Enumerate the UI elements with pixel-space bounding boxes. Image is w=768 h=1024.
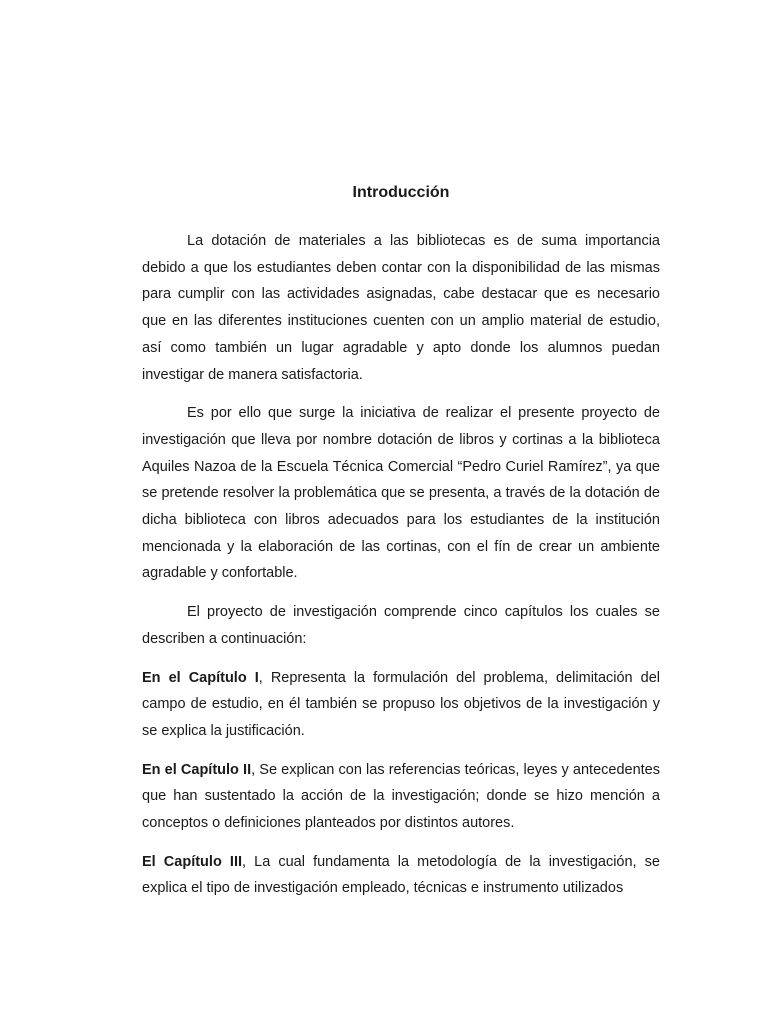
intro-paragraph-1: La dotación de materiales a las bibliotecas es de suma importancia debido a que los estudiantes deben contar con la disponibilidad de las mismas para cumplir con las actividades asignadas, cabe destacar que es necesario que en las diferentes instituciones cuenten con un amplio material de estudio, así como también un lugar agradable y apto donde los alumnos puedan investigar de manera satisfactoria. (142, 233, 660, 383)
chapter-2-paragraph (142, 757, 660, 837)
chapter-1-paragraph (142, 665, 660, 745)
chapter-2-lead: En el Capítulo II (142, 761, 252, 778)
intro-paragraph-3: El proyecto de investigación comprende cinco capítulos los cuales se describen a continuación: (142, 604, 660, 647)
chapter-1-lead: En el Capítulo I (142, 669, 259, 686)
chapter-1-text: , Representa la formulación del problema, delimitación del campo de estudio, en él también se propuso los objetivos de la investigación y se explica la justificación. (142, 669, 661, 739)
chapter-2-text: , Se explican con las referencias teóricas, leyes y antecedentes que han sustentado la acción de la investigación; donde se hizo mención a conceptos o definiciones planteados por distintos autores. (142, 761, 660, 832)
chapter-3-text: , La cual fundamenta la metodología de la investigación, se explica el tipo de investigación empleado, técnicas e instrumento utilizados (142, 853, 660, 897)
intro-paragraph-2: Es por ello que surge la iniciativa de realizar el presente proyecto de investigación que lleva por nombre dotación de libros y cortinas a la biblioteca Aquiles Nazoa de la Escuela Técnica Comercial “Pedro Curiel Ramírez”, ya que se pretende resolver la problemática que se presenta, a través de la dotación de dicha biblioteca con libros adecuados para los estudiantes de la institución mencionada y la elaboración de las cortinas, con el fín de crear un ambiente agradable y confortable. (142, 405, 660, 582)
chapter-3-lead: El Capítulo III (142, 853, 242, 870)
chapter-3-paragraph (142, 849, 660, 902)
page-title: Introducción (352, 184, 450, 201)
